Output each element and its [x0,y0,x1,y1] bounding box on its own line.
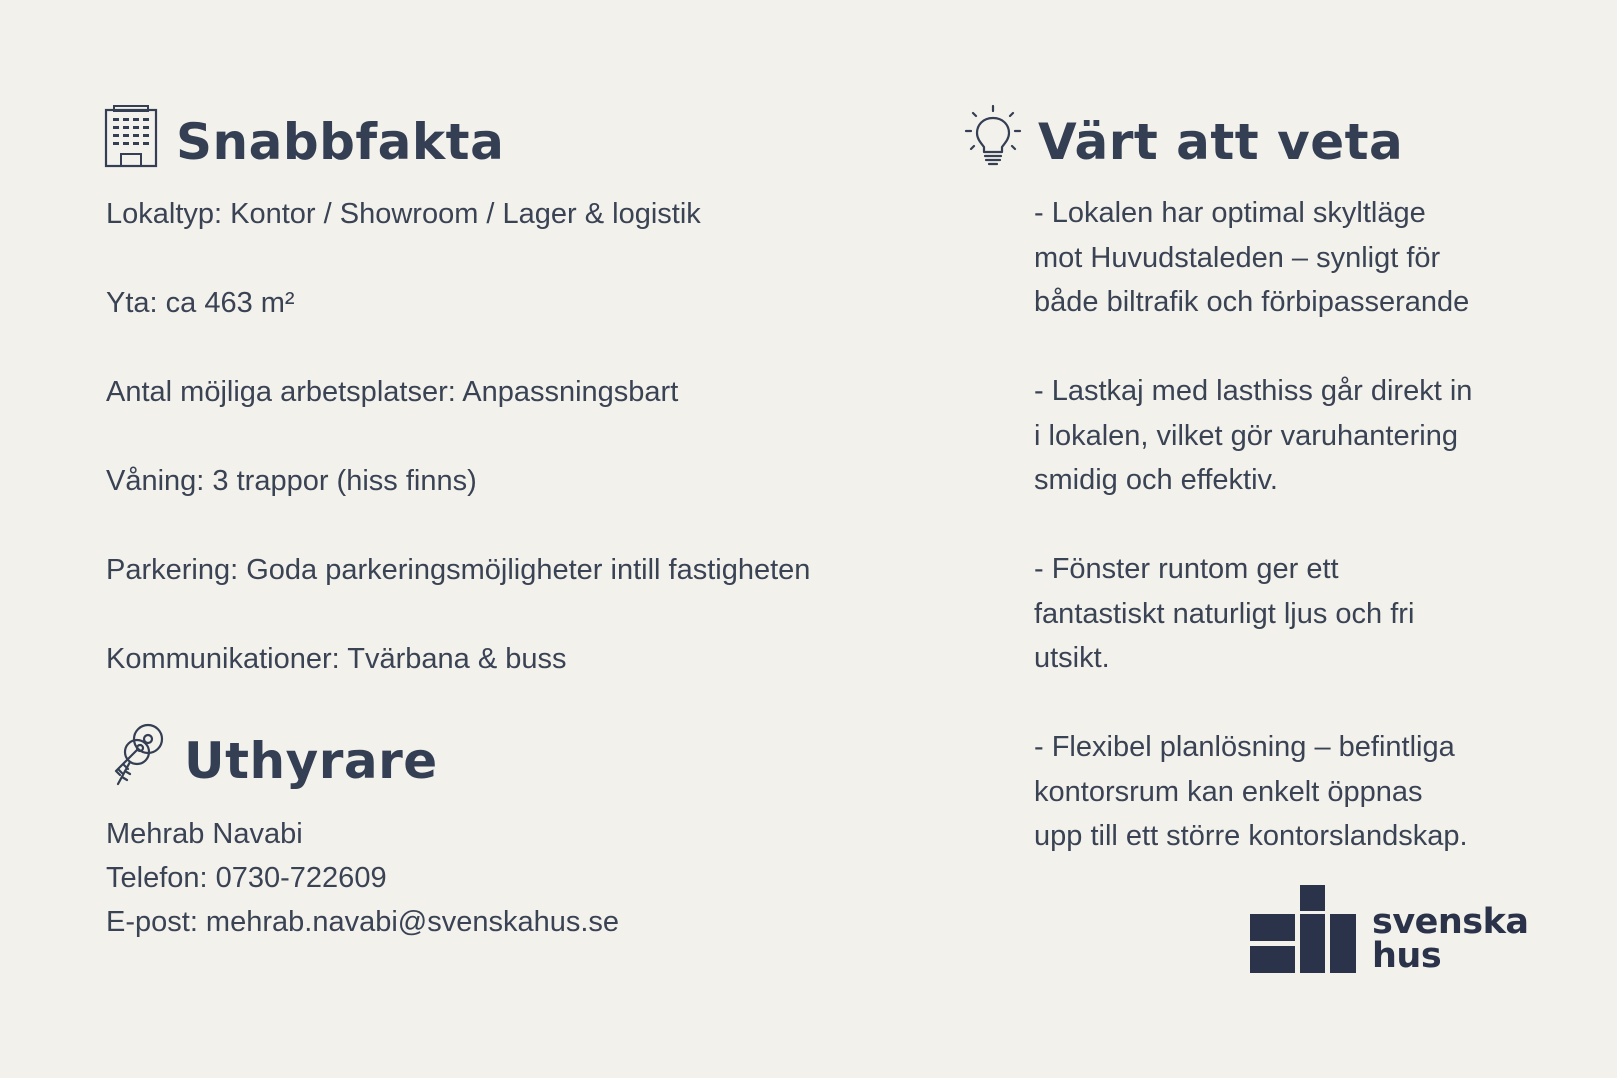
note-skyltlage: - Lokalen har optimal skyltläge mot Huvudstaleden – synligt för både biltrafik och förbipasserande [1034,197,1470,318]
contact-phone: Telefon: 0730-722609 [106,862,387,894]
note-fonster: - Fönster runtom ger ett fantastiskt naturligt ljus och fri utsikt. [1034,553,1415,674]
keys-icon [104,722,166,800]
svenska-hus-logo [1250,885,1529,976]
fact-kommunikationer: Kommunikationer: Tvärbana & buss [106,643,567,675]
svenska-hus-logo-text [1372,902,1529,976]
logo-line-1: svenska [1372,902,1529,942]
snabbfakta-heading [104,104,504,180]
fact-vaning: Våning: 3 trappor (hiss finns) [106,465,477,497]
fact-lokaltyp: Lokaltyp: Kontor / Showroom / Lager & logistik [106,198,701,230]
vart-att-veta-title: Värt att veta [1038,113,1404,171]
fact-arbetsplatser: Antal möjliga arbetsplatser: Anpassningsbart [106,376,679,408]
note-lastkaj: - Lastkaj med lasthiss går direkt in i lokalen, vilket gör varuhantering smidig och effektiv. [1034,375,1473,496]
building-icon [104,104,158,180]
vart-att-veta-heading [964,104,1403,180]
fact-yta: Yta: ca 463 m² [106,287,295,319]
contact-name: Mehrab Navabi [106,818,303,850]
uthyrare-heading [104,722,438,800]
snabbfakta-title: Snabbfakta [176,113,505,171]
svenska-hus-logo-mark [1250,885,1356,973]
contact-email: E-post: mehrab.navabi@svenskahus.se [106,906,620,938]
fact-parkering: Parkering: Goda parkeringsmöjligheter intill fastigheten [106,554,811,586]
lightbulb-icon [964,104,1022,180]
uthyrare-title: Uthyrare [184,732,438,790]
logo-line-2: hus [1372,936,1442,976]
note-planlosning: - Flexibel planlösning – befintliga kontorsrum kan enkelt öppnas upp till ett större kontorslandskap. [1034,731,1468,852]
